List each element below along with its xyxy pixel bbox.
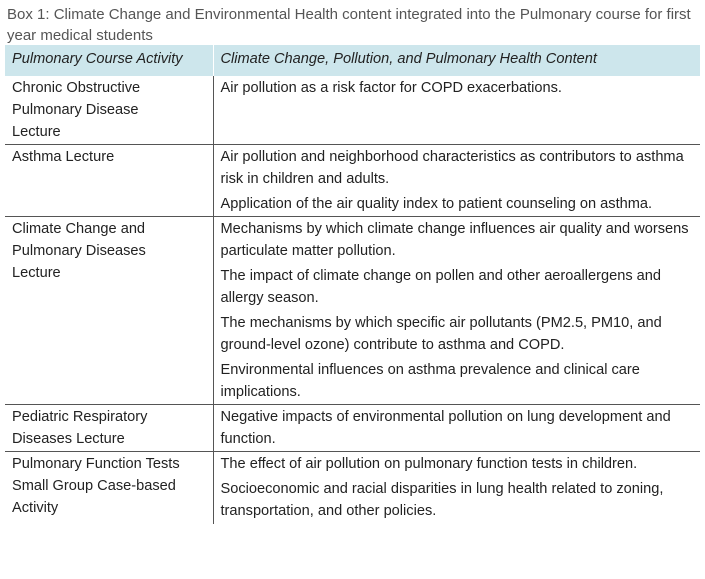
content-item: Environmental influences on asthma prevalence and clinical care implications. (220, 362, 640, 400)
content-cell (213, 452, 700, 525)
content-item: Negative impacts of environmental pollution on lung development and function. (220, 409, 671, 447)
table-row (5, 452, 700, 525)
content-cell (213, 145, 700, 217)
content-item: The impact of climate change on pollen and other aeroallergens and allergy season. (220, 268, 662, 306)
content-cell (213, 405, 700, 452)
activity-cell (5, 405, 213, 452)
activity-cell (5, 452, 213, 525)
curriculum-table (5, 45, 700, 524)
activity-label: Pulmonary Function Tests Small Group Case-based Activity (12, 456, 180, 516)
activity-cell (5, 76, 213, 145)
content-item: Application of the air quality index to patient counseling on asthma. (220, 196, 653, 212)
table-body (5, 76, 700, 524)
activity-label: Pediatric Respiratory Diseases Lecture (12, 409, 148, 447)
table-row (5, 76, 700, 145)
column-header-content: Climate Change, Pollution, and Pulmonary Health Content (213, 45, 700, 76)
header-row (5, 45, 700, 76)
content-item: Mechanisms by which climate change influences air quality and worsens particulate matter pollution. (220, 221, 689, 259)
content-item: Socioeconomic and racial disparities in lung health related to zoning, transportation, and other policies. (220, 481, 664, 519)
content-item: The mechanisms by which specific air pollutants (PM2.5, PM10, and ground-level ozone) contribute to asthma and COPD. (220, 315, 662, 353)
content-item: Air pollution and neighborhood characteristics as contributors to asthma risk in children and adults. (220, 149, 684, 187)
content-cell (213, 217, 700, 405)
activity-cell (5, 145, 213, 217)
content-cell (213, 76, 700, 145)
table-row (5, 145, 700, 217)
content-item: The effect of air pollution on pulmonary function tests in children. (220, 456, 638, 472)
activity-cell (5, 217, 213, 405)
activity-label: Climate Change and Pulmonary Diseases Lecture (12, 221, 146, 281)
activity-label: Asthma Lecture (12, 149, 115, 165)
column-header-activity: Pulmonary Course Activity (5, 45, 213, 76)
box-caption: Box 1: Climate Change and Environmental Health content integrated into the Pulmonary course for first year medical students (7, 6, 691, 44)
content-item: Air pollution as a risk factor for COPD exacerbations. (220, 80, 562, 96)
table-header (5, 45, 700, 76)
table-row (5, 217, 700, 405)
table-row (5, 405, 700, 452)
activity-label: Chronic Obstructive Pulmonary Disease Lecture (12, 80, 141, 140)
